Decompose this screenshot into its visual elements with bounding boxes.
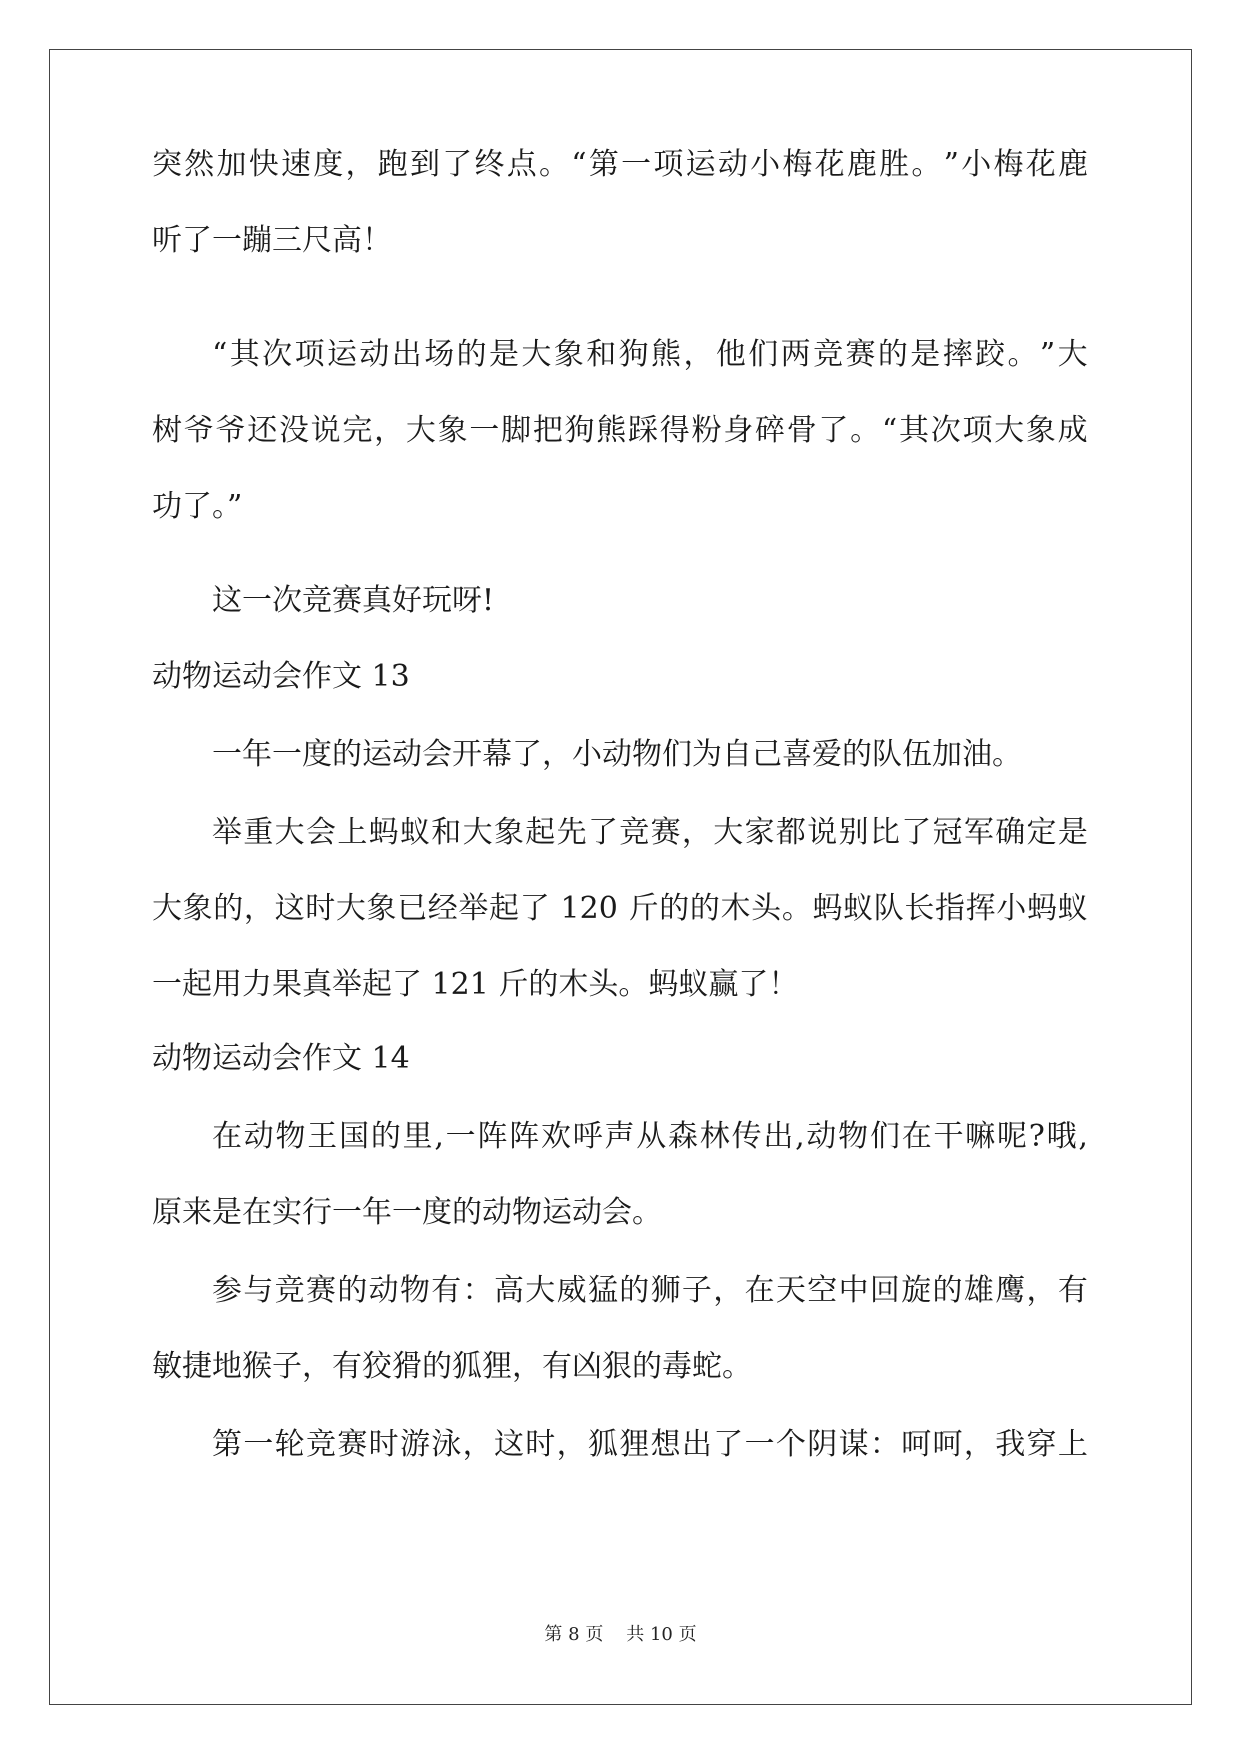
- text-line: 突 然 加 快 速 度 ， 跑 到 了 终 点 。 “ 第 一 项 运 动 小 梅 花 鹿 胜 。 ” 小 梅 花 鹿: [152, 147, 1088, 182]
- text-line: 举 重 大 会 上 蚂 蚁 和 大 象 起 先 了 竞 赛 ， 大 家 都 说 别 比 了 冠 军 确 定 是: [212, 815, 1088, 850]
- text-line: 这一次竞赛真好玩呀!: [212, 583, 495, 618]
- text-line: 功了。”: [152, 489, 243, 524]
- page-footer: [0, 1620, 1241, 1646]
- page-number: 第 8 页: [544, 1624, 604, 1645]
- text-line: 动物运动会作文 13: [152, 659, 410, 694]
- text-line: 敏捷地猴子，有狡猾的狐狸，有凶狠的毒蛇。: [152, 1349, 752, 1384]
- text-line: 原来是在实行一年一度的动物运动会。: [152, 1195, 662, 1230]
- text-line: 树 爷 爷 还 没 说 完 ， 大 象 一 脚 把 狗 熊 踩 得 粉 身 碎 骨 了 。 “ 其 次 项 大 象 成: [152, 413, 1088, 448]
- text-line: 第 一 轮 竞 赛 时 游 泳 ， 这 时 ， 狐 狸 想 出 了 一 个 阴 谋 ： 呵 呵 ， 我 穿 上: [212, 1427, 1088, 1462]
- text-line: 一年一度的运动会开幕了，小动物们为自己喜爱的队伍加油。: [212, 737, 1022, 772]
- text-line: 参 与 竞 赛 的 动 物 有 ： 高 大 威 猛 的 狮 子 ， 在 天 空 中 回 旋 的 雄 鹰 ， 有: [212, 1273, 1088, 1308]
- text-line: 听了一蹦三尺高！: [152, 223, 392, 258]
- page-total: 共 10 页: [626, 1624, 697, 1645]
- text-line: 大 象 的 ， 这 时 大 象 已 经 举 起 了 120 斤 的 的 木 头 。 蚂 蚁 队 长 指 挥 小 蚂 蚁: [152, 891, 1088, 926]
- text-line: 在 动 物 王 国 的 里 , 一 阵 阵 欢 呼 声 从 森 林 传 出 , 动 物 们 在 干 嘛 呢 ? 哦 ,: [212, 1119, 1088, 1154]
- text-line: 一起用力果真举起了 121 斤的木头。蚂蚁赢了！: [152, 967, 799, 1002]
- text-line: “ 其 次 项 运 动 出 场 的 是 大 象 和 狗 熊 ， 他 们 两 竞 赛 的 是 摔 跤 。 ” 大: [212, 337, 1088, 372]
- text-line: 动物运动会作文 14: [152, 1041, 410, 1076]
